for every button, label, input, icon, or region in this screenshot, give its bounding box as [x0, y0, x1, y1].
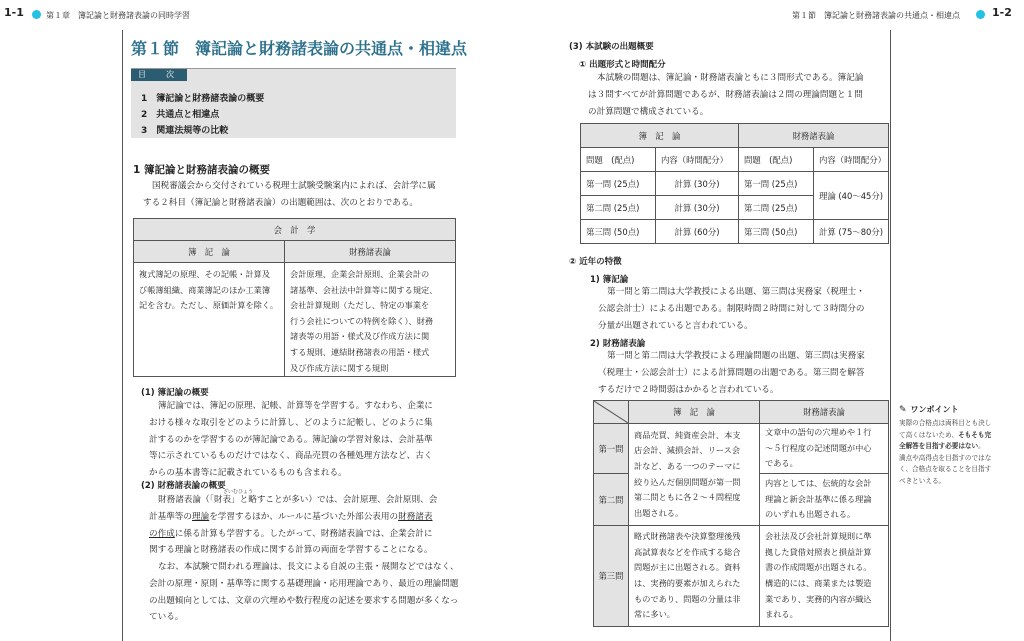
toc-item: 1 簿記論と財務諸表論の概要 — [141, 94, 265, 104]
underlined-term: の作成 — [149, 528, 175, 539]
table-header: 問題 (配点) — [739, 148, 814, 172]
table-header: 財務諸表論 — [760, 401, 889, 424]
table-header: 問題 (配点) — [581, 148, 656, 172]
exam-format-table — [580, 123, 889, 244]
diagonal-line — [594, 401, 628, 423]
trends-table — [593, 400, 889, 627]
subsection-heading: (1) 簿記論の概要 — [141, 388, 209, 398]
table-header: 財務諸表論 — [285, 241, 456, 263]
subitem-heading: 1) 簿記論 — [590, 275, 629, 285]
table-cell: 計算 (60分) — [656, 220, 739, 244]
paragraph — [149, 492, 461, 559]
row-header: 第二問 — [594, 474, 629, 526]
diagonal-corner-cell — [594, 401, 629, 424]
table-cell: 商品売買、純資産会計、本支 店会計、減損会計、リース会 計など、ある一つのテーマに 絞り込んだ個別問題が第一問 第二問ともに各２〜４問程度 出題される。 — [629, 424, 760, 526]
row-header: 第三問 — [594, 526, 629, 627]
table-header: 簿 記 論 — [581, 124, 739, 148]
onepoint-text-part: 実際の合格点は両科目とも決し て高くはないため、 — [899, 419, 992, 439]
text-line: 財務諸表論（「財表」と略すことが多い）では、会計原理、会計原則、会 — [158, 495, 438, 505]
table-cell: 内容としては、伝統的な会計 理論と新会計基準に係る理論 のいずれも出題される。 — [760, 474, 889, 526]
table-cell: 計算 (75〜80分) — [814, 220, 889, 244]
table-of-contents — [131, 68, 456, 138]
toc-label: 目 次 — [131, 69, 187, 81]
text-fragment: を学習するほか、ルールに基づいた外部公表用の — [209, 511, 399, 522]
table-group-header: 会 計 学 — [134, 219, 456, 241]
ruby-annotation: ざいむひょう — [223, 489, 254, 495]
onepoint-header — [899, 404, 1017, 415]
onepoint-text — [899, 418, 1017, 487]
toc-item: 3 関連法規等の比較 — [141, 126, 229, 136]
onepoint-note — [899, 404, 1017, 487]
table-cell: 計算 (30分) — [656, 172, 739, 196]
table-cell: 第二問 (25点) — [581, 196, 656, 220]
table-cell: 会社法及び会社計算規則に準 拠した貸借対照表と損益計算 書の作成問題が出題される。 構造的には、商業または製造 業であり、実務的内容が織込 まれる。 — [760, 526, 889, 627]
subsection-heading: (2) 財務諸表論の概要 — [141, 481, 226, 491]
right-page-number: 1-2 — [992, 6, 1012, 19]
table-header: 財務諸表論 — [739, 124, 889, 148]
table-header: 簿 記 論 — [629, 401, 760, 424]
page-dot-icon — [976, 10, 985, 19]
section-heading: 1 簿記論と財務諸表論の概要 — [133, 164, 270, 176]
table-cell: 第三問 (50点) — [581, 220, 656, 244]
underlined-term: 理論 — [191, 511, 210, 522]
subitem-heading: 2) 財務諸表論 — [590, 339, 646, 349]
left-page-number: 1-1 — [4, 6, 24, 19]
table-header: 内容（時間配分） — [656, 148, 739, 172]
section-intro: 国税審議会から交付されている税理士試験受験案内によれば、会計学に属 する２科目（簿記論と財務諸表論）の出題範囲は、次のとおりである。 — [143, 181, 436, 208]
right-running-header: 第１節 簿記論と財務諸表論の共通点・相違点 — [792, 11, 960, 20]
text-line: 関する理論と財務諸表の作成に関する計算の両面を学習することになる。 — [149, 545, 433, 556]
onepoint-label: ワンポイント — [910, 405, 959, 414]
subsection-heading: (3) 本試験の出題概要 — [569, 42, 654, 52]
table-cell: 理論 (40〜45分) — [814, 172, 889, 220]
paragraph: 簿記論では、簿記の原理、記帳、計算等を学習する。すなわち、企業に おける様々な取引をどのように計算し、どのように記帳し、どのように集 計するのかを学習するのが簿記論である。簿記論の学習対象は、会計基準 等に示されているものだけではなく、商品売買の各種処理方法など、古く からの基本書等に記載されているものも含まれる。 — [149, 401, 434, 479]
table-cell: 計算 (30分) — [656, 196, 739, 220]
underlined-term: 財務諸表 — [398, 511, 433, 522]
table-cell: 第二問 (25点) — [739, 196, 814, 220]
page-dot-icon — [32, 10, 41, 19]
table-cell: 第一問 (25点) — [581, 172, 656, 196]
onepoint-text-part: 。 満点や高得点を目指すのではな く、合格点を取ることを目指す べきといえる。 — [899, 442, 992, 485]
item-heading: ① 出題形式と時間配分 — [579, 60, 666, 70]
onepoint-emphasis: そもそも完 全解答を目指す必要はない — [899, 430, 992, 450]
table-cell: 第一問 (25点) — [739, 172, 814, 196]
table-cell: 複式簿記の原理、その記帳・計算及 び帳簿組織、商業簿記のほか工業簿 記を含む。ただし、原価計算を除く。 — [134, 263, 285, 377]
table-cell: 第三問 (50点) — [739, 220, 814, 244]
left-running-header: 第１章 簿記論と財務諸表論の同時学習 — [46, 11, 190, 20]
left-margin-rule — [122, 30, 123, 641]
text-line — [149, 509, 461, 526]
table-cell: 略式財務諸表や決算整理後残 高試算表などを作成する総合 問題が主に出題される。資料 は、実務的要素が加えられた ものであり、問題の分量は非 常に多い。 — [629, 526, 760, 627]
row-header: 第一問 — [594, 424, 629, 474]
table-header: 内容（時間配分） — [814, 148, 889, 172]
pencil-icon: ✎ — [899, 404, 907, 415]
table-cell: 文章中の語句の穴埋めや１行 〜５行程度の記述問題が中心 である。 — [760, 424, 889, 474]
paragraph: 第一問と第二問は大学教授による理論問題の出題、第三問は実務家 （税理士・公認会計士）による計算問題の出題である。第三問を解答 するだけで２時間弱はかかると言われている。 — [598, 351, 865, 395]
text-fragment: 計基準等の — [149, 511, 192, 522]
right-margin-rule — [890, 30, 891, 641]
paragraph: 本試験の問題は、簿記論・財務諸表論ともに３問形式である。簿記論 は３問すべてが計算問題であるが、財務諸表論は２問の理論問題と１問 の計算問題で構成されている。 — [588, 73, 864, 117]
scope-table — [133, 218, 456, 377]
table-header: 簿 記 論 — [134, 241, 285, 263]
table-cell: 会計原理、企業会計原則、企業会計の 諸基準、会社法中計算等に関する規定、 会社計算規則（ただし、特定の事業を 行う会社についての特例を除く）、財務 諸表等の用語・様式及び作成方法に関 する規則、連結財務諸表の用語・様式 及び作成方法に関する規則 — [285, 263, 456, 377]
text-fragment: に係る計算も学習する。したがって、財務諸表論では、企業会計に — [174, 528, 433, 539]
paragraph: 第一問と第二問は大学教授による出題、第三問は実務家（税理士・ 公認会計士）による出題である。制限時間２時間に対して３時間分の 分量が出題されていると言われている。 — [598, 287, 865, 331]
item-heading: ② 近年の特徴 — [569, 257, 622, 267]
text-line — [149, 526, 461, 543]
paragraph: なお、本試験で問われる理論は、長文による自説の主張・展開などではなく、会計の原理・原則・基準等に関する基礎理論・応用理論であり、最近の理論問題の出題傾向としては、文章の穴埋めや数行程度の記述を要求する問題が多くなっている。 — [149, 562, 459, 623]
toc-item: 2 共通点と相違点 — [141, 110, 220, 120]
page-title: 第１節 簿記論と財務諸表論の共通点・相違点 — [131, 39, 468, 58]
